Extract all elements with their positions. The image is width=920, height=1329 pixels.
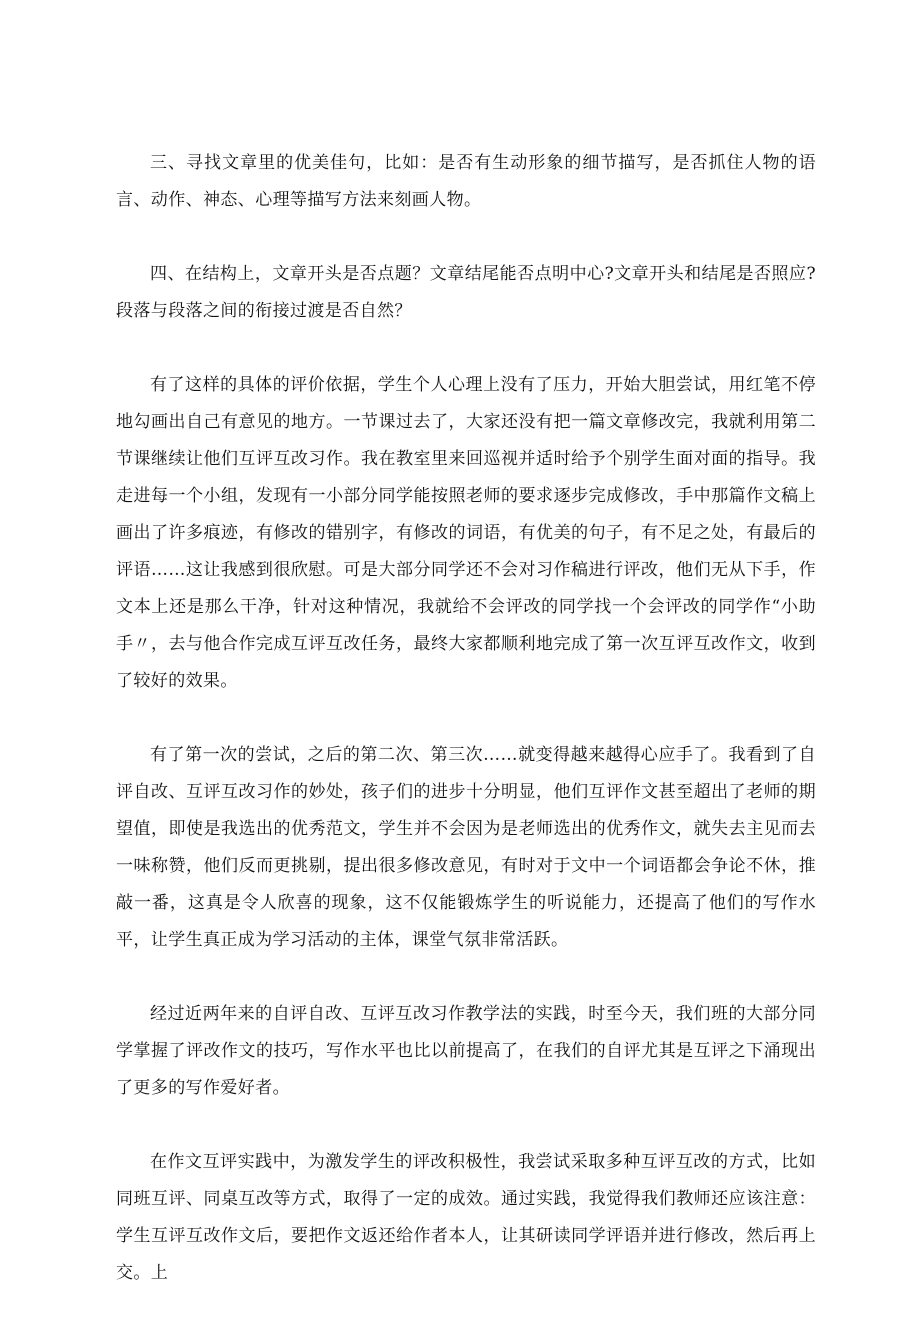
paragraph-3: 有了这样的具体的评价依据，学生个人心理上没有了压力，开始大胆尝试，用红笔不停地勾画出自己有意见的地方。一节课过去了，大家还没有把一篇文章修改完，我就利用第二节课继续让他们互评互改习作。我在教室里来回巡视并适时给予个别学生面对面的指导。我走进每一个小组，发现有一小部分同学能按照老师的要求逐步完成修改，手中那篇作文稿上画出了许多痕迹，有修改的错别字，有修改的词语，有优美的句子，有不足之处，有最后的评语……这让我感到很欣慰。可是大部分同学还不会对习作稿进行评改，他们无从下手，作文本上还是那么干净，针对这种情况，我就给不会评改的同学找一个会评改的同学作“小助手〃，去与他合作完成互评互改任务，最终大家都顺利地完成了第一次互评互改作文，收到了较好的效果。 [116, 375, 816, 691]
document-body [116, 145, 816, 1329]
paragraph-5: 经过近两年来的自评自改、互评互改习作教学法的实践，时至今天，我们班的大部分同学掌握了评改作文的技巧，写作水平也比以前提高了，在我们的自评尤其是互评之下涌现出了更多的写作爱好者。 [116, 1004, 816, 1098]
paragraph-6: 在作文互评实践中，为激发学生的评改积极性，我尝试采取多种互评互改的方式，比如同班互评、同桌互改等方式，取得了一定的成效。通过实践，我觉得我们教师还应该注意：学生互评互改作文后，要把作文返还给作者本人，让其研读同学评语并进行修改，然后再上交。上 [116, 1152, 816, 1283]
paragraph-2: 四、在结构上，文章开头是否点题？文章结尾能否点明中心?文章开头和结尾是否照应?段落与段落之间的衔接过渡是否自然？ [116, 264, 816, 321]
paragraph-1: 三、寻找文章里的优美佳句，比如：是否有生动形象的细节描写，是否抓住人物的语言、动作、神态、心理等描写方法来刻画人物。 [116, 153, 816, 210]
paragraph-4: 有了第一次的尝试，之后的第二次、第三次……就变得越来越得心应手了。我看到了自评自改、互评互改习作的妙处，孩子们的进步十分明显，他们互评作文甚至超出了老师的期望值，即使是我选出的优秀范文，学生并不会因为是老师选出的优秀作文，就失去主见而去一味称赞，他们反而更挑剔，提出很多修改意见，有时对于文中一个词语都会争论不休，推敲一番，这真是令人欣喜的现象，这不仅能锻炼学生的听说能力，还提高了他们的写作水平，让学生真正成为学习活动的主体，课堂气氛非常活跃。 [116, 745, 816, 950]
